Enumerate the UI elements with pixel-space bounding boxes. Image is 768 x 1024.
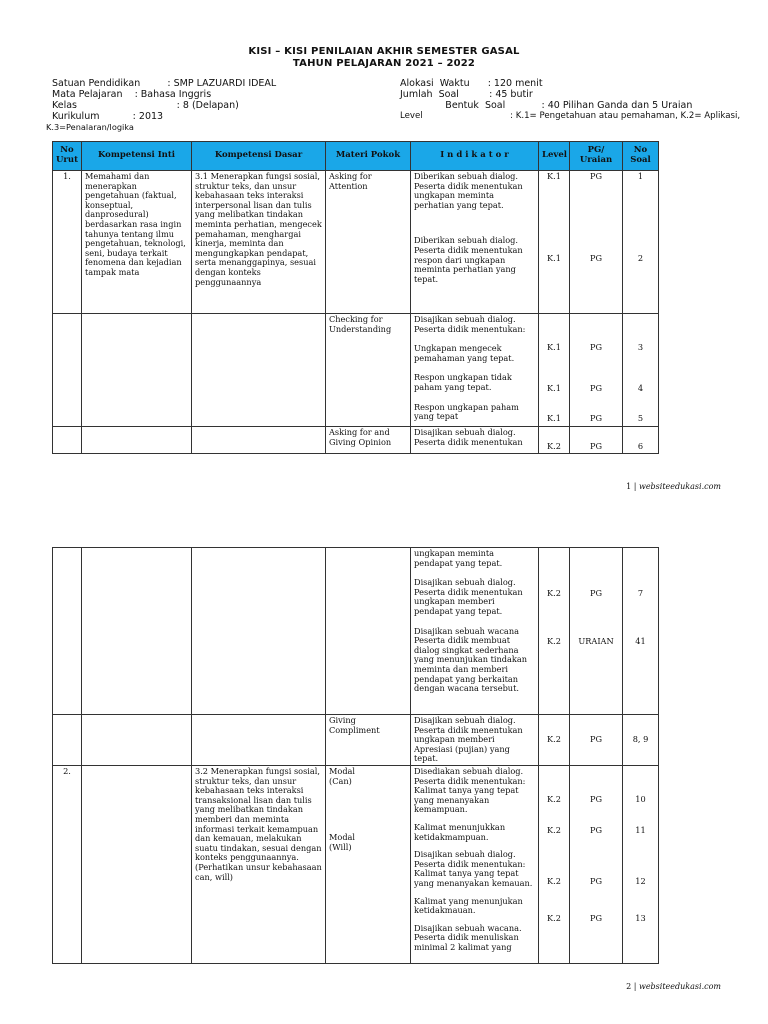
indikator-text: Disajikan sebuah wacana. Peserta didik menuliskan minimal 2 kalimat yang xyxy=(414,922,522,952)
soal-value: 4 xyxy=(637,382,644,393)
level-value: K.2 xyxy=(547,588,561,598)
level-cell xyxy=(539,548,570,715)
pg-value: PG xyxy=(570,427,623,454)
soal-value: 11 xyxy=(635,824,646,835)
kompetensi-dasar-text: 3.1 Menerapkan fungsi sosial, struktur teks, dan unsur kebahasaan teks interaksi interpersonal lisan dan tulis yang melibatkan tindakan meminta perhatian, mengecek pemahaman, menghargai kinerja, meminta dan mengungkapkan pendapat, serta menanggapinya, sesuai dengan konteks penggunaannya xyxy=(192,171,326,314)
soal-cell xyxy=(623,314,659,427)
soal-value: 5 xyxy=(637,413,644,424)
indikator-cell xyxy=(411,765,539,963)
materi-pokok-text: Checking for Understanding xyxy=(326,314,411,427)
soal-value: 7 xyxy=(637,588,644,598)
indikator-text: Disajikan sebuah dialog. Peserta didik menentukan ungkapan memberi Apresiasi (pujian) yang tepat. xyxy=(411,715,539,766)
level-value: K.1 xyxy=(547,171,561,181)
kompetensi-dasar-text xyxy=(192,715,326,766)
pg-value: PG xyxy=(589,171,603,181)
soal-value: 12 xyxy=(635,876,646,887)
document-title: KISI – KISI PENILAIAN AKHIR SEMESTER GASAL xyxy=(248,46,520,57)
materi-pokok-text: Asking for and Giving Opinion xyxy=(326,427,411,454)
header-no: No Urut xyxy=(53,142,82,171)
pg-cell xyxy=(570,314,623,427)
table-row xyxy=(53,765,659,963)
indikator-text: ungkapan meminta pendapat yang tepat. xyxy=(414,548,503,568)
soal-value: 2 xyxy=(637,252,644,263)
info-class: Kelas : 8 (Delapan) xyxy=(52,100,239,111)
level-value: K.2 xyxy=(539,715,570,766)
soal-value: 10 xyxy=(635,793,646,804)
kompetensi-inti-text: Memahami dan menerapkan pengetahuan (faktual, konseptual, danprosedural) berdasarkan rasa ingin tahunya tentang ilmu pengetahuan, teknologi, seni, budaya terkait fenomena dan kejadian tampak mata xyxy=(82,171,192,314)
soal-value: 6 xyxy=(623,427,659,454)
pg-value: URAIAN xyxy=(578,635,614,646)
indikator-cell xyxy=(411,171,539,314)
kompetensi-inti-text xyxy=(82,715,192,766)
header-level: Level xyxy=(539,142,570,171)
footer-site: websiteedukasi.com xyxy=(638,982,721,991)
pg-cell xyxy=(570,548,623,715)
page-number: 1 | xyxy=(626,482,639,491)
pg-cell xyxy=(570,765,623,963)
header-pg-uraian: PG/ Uraian xyxy=(570,142,623,171)
row-number xyxy=(53,715,82,766)
row-number xyxy=(53,427,82,454)
pg-value: PG xyxy=(570,715,623,766)
pg-value: PG xyxy=(589,342,603,352)
pg-cell xyxy=(570,171,623,314)
info-level: Level : K.1= Pengetahuan atau pemahaman, K.2= Aplikasi, xyxy=(400,111,741,121)
kompetensi-inti-text xyxy=(82,765,192,963)
kompetensi-inti-text xyxy=(82,427,192,454)
pg-value: PG xyxy=(589,876,603,887)
table-row xyxy=(53,548,659,715)
info-time: Alokasi Waktu : 120 menit xyxy=(400,78,543,89)
level-value: K.1 xyxy=(547,413,561,424)
level-cell xyxy=(539,765,570,963)
pg-value: PG xyxy=(589,824,603,835)
table-row xyxy=(53,715,659,766)
indikator-text: Disajikan sebuah dialog. Peserta didik menentukan: xyxy=(414,314,526,334)
row-number: 2. xyxy=(53,765,82,963)
table-row xyxy=(53,171,659,314)
info-form: Bentuk Soal : 40 Pilihan Ganda dan 5 Uraian xyxy=(400,100,693,111)
indikator-text: Disajikan sebuah dialog. Peserta didik menentukan xyxy=(411,427,539,454)
info-curriculum: Kurikulum : 2013 xyxy=(52,111,164,122)
soal-value: 1 xyxy=(637,171,644,181)
info-subject: Mata Pelajaran : Bahasa Inggris xyxy=(52,89,212,100)
row-number xyxy=(53,548,82,715)
indikator-text: Respon ungkapan tidak paham yang tepat. xyxy=(414,372,512,392)
soal-value: 41 xyxy=(635,635,646,646)
kompetensi-inti-text xyxy=(82,314,192,427)
page-number: 2 | xyxy=(626,982,639,991)
header-indikator: I n d i k a t o r xyxy=(411,142,539,171)
soal-value: 13 xyxy=(635,912,646,923)
indikator-text: Disajikan sebuah wacana Peserta didik membuat dialog singkat sederhana yang menunjukan tindakan meminta dan memberi pendapat yang berkaitan dengan wacana tersebut. xyxy=(414,625,528,694)
table-row xyxy=(53,314,659,427)
row-number: 1. xyxy=(53,171,82,314)
level-value: K.2 xyxy=(547,876,561,887)
level-cell xyxy=(539,314,570,427)
materi-pokok-text: Giving Compliment xyxy=(326,715,411,766)
soal-cell xyxy=(623,765,659,963)
indikator-text: Disajikan sebuah dialog. Peserta didik menentukan: Kalimat tanya yang tepat yang menanyakan kemauan. xyxy=(414,849,533,888)
kompetensi-dasar-text xyxy=(192,427,326,454)
level-value: K.1 xyxy=(547,342,561,352)
indikator-text: Respon ungkapan paham yang tepat xyxy=(414,401,519,422)
kompetensi-dasar-text: 3.2 Menerapkan fungsi sosial, struktur teks, dan unsur kebahasaan teks interaksi transaksional lisan dan tulis yang melibatkan tindakan memberi dan meminta informasi terkait kemampuan dan kemauan, melakukan suatu tindakan, sesuai dengan konteks penggunaannya. (Perhatikan unsur kebahasaan can, will) xyxy=(192,765,326,963)
page-footer xyxy=(626,982,721,991)
indikator-text: Kalimat menunjukkan ketidakmampuan. xyxy=(414,821,506,842)
info-level-k3: K.3=Penalaran/logika xyxy=(46,122,134,132)
indikator-text: Diberikan sebuah dialog. Peserta didik menentukan ungkapan meminta perhatian yang tepat. xyxy=(414,171,523,210)
indikator-text: Ungkapan mengecek pemahaman yang tepat. xyxy=(414,343,515,363)
table-row xyxy=(53,427,659,454)
materi-pokok-text: Modal (Can) xyxy=(329,765,356,786)
indikator-text: Kalimat yang menunjukan ketidakmauan. xyxy=(414,895,523,916)
header-kompetensi-dasar: Kompetensi Dasar xyxy=(192,142,326,171)
level-cell xyxy=(539,171,570,314)
level-value: K.2 xyxy=(539,427,570,454)
header-kompetensi-inti: Kompetensi Inti xyxy=(82,142,192,171)
kisi-table-page2 xyxy=(52,547,659,964)
kompetensi-dasar-text xyxy=(192,314,326,427)
document-subtitle: TAHUN PELAJARAN 2021 – 2022 xyxy=(292,58,476,69)
kisi-table-page1 xyxy=(52,141,659,454)
soal-value: 8, 9 xyxy=(623,715,659,766)
pg-value: PG xyxy=(589,793,603,804)
soal-value: 3 xyxy=(637,342,644,352)
level-value: K.1 xyxy=(547,382,561,393)
materi-pokok-cell xyxy=(326,765,411,963)
indikator-cell xyxy=(411,548,539,715)
pg-value: PG xyxy=(589,252,603,263)
page-footer xyxy=(626,482,721,491)
row-number xyxy=(53,314,82,427)
pg-value: PG xyxy=(589,382,603,393)
materi-pokok-text: Asking for Attention xyxy=(326,171,411,314)
info-count: Jumlah Soal : 45 butir xyxy=(400,89,533,100)
pg-value: PG xyxy=(589,413,603,424)
info-school: Satuan Pendidikan : SMP LAZUARDI IDEAL xyxy=(52,78,277,89)
kompetensi-dasar-text xyxy=(192,548,326,715)
materi-pokok-text xyxy=(326,548,411,715)
soal-cell xyxy=(623,171,659,314)
level-value: K.2 xyxy=(547,793,561,804)
header-materi-pokok: Materi Pokok xyxy=(326,142,411,171)
level-value: K.2 xyxy=(547,635,561,646)
header-no-soal: No Soal xyxy=(623,142,659,171)
kompetensi-inti-text xyxy=(82,548,192,715)
level-value: K.1 xyxy=(547,252,561,263)
soal-cell xyxy=(623,548,659,715)
materi-pokok-text: Modal (Will) xyxy=(329,832,356,852)
level-value: K.2 xyxy=(547,912,561,923)
indikator-text: Disediakan sebuah dialog. Peserta didik menentukan: Kalimat tanya yang tepat yang menanyakan kemampuan. xyxy=(414,765,526,815)
indikator-text: Disajikan sebuah dialog. Peserta didik menentukan ungkapan memberi pendapat yang tepat. xyxy=(414,577,523,616)
level-value: K.2 xyxy=(547,824,561,835)
footer-site: websiteedukasi.com xyxy=(638,482,721,491)
indikator-cell xyxy=(411,314,539,427)
pg-value: PG xyxy=(589,588,603,598)
indikator-text: Diberikan sebuah dialog. Peserta didik menentukan respon dari ungkapan meminta perhatian yang tepat. xyxy=(414,235,523,284)
pg-value: PG xyxy=(589,912,603,923)
